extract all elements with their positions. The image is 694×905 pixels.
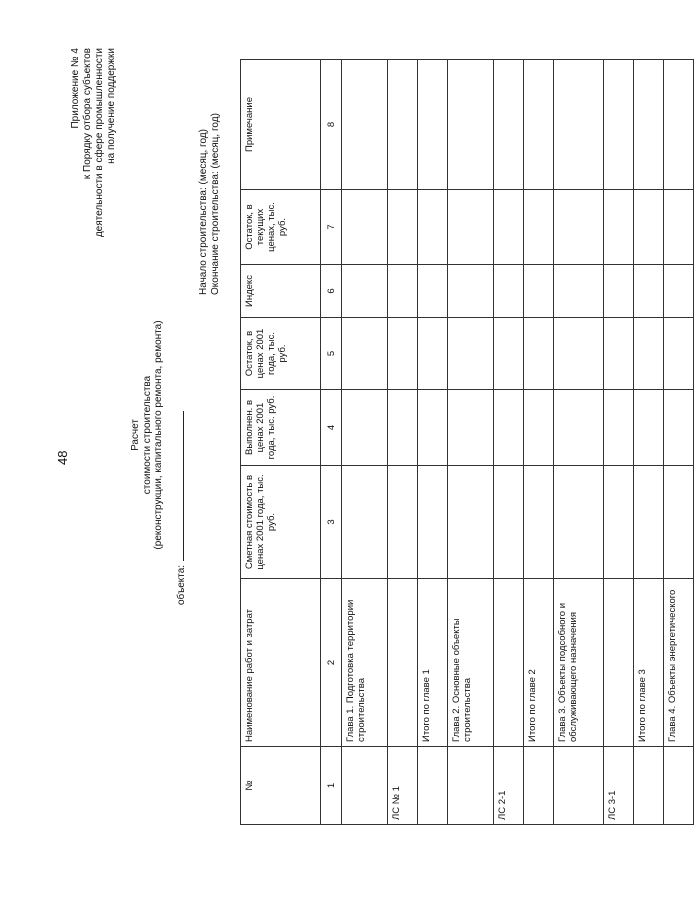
table-row bbox=[554, 60, 604, 825]
column-number: 3 bbox=[321, 466, 342, 579]
row-name bbox=[388, 579, 418, 747]
table-header-row bbox=[241, 60, 321, 825]
object-field bbox=[174, 411, 187, 605]
row-name: Глава 1. Подготовка территории строительства bbox=[342, 579, 388, 747]
row-name: Глава 4. Объекты энергетического bbox=[664, 579, 694, 747]
page-number: 48 bbox=[55, 450, 70, 465]
row-number: ЛС 2-1 bbox=[494, 747, 524, 825]
header-cell: Наименование работ и затрат bbox=[241, 579, 321, 747]
header-cell: Сметная стоимость в ценах 2001 года, тыс. руб. bbox=[241, 466, 321, 579]
calculation-title bbox=[130, 265, 165, 605]
appendix-line: деятельности в сфере промышленности bbox=[94, 48, 105, 238]
column-number: 8 bbox=[321, 60, 342, 190]
table-row bbox=[664, 60, 694, 825]
row-name: Итого по главе 2 bbox=[524, 579, 554, 747]
column-number: 1 bbox=[321, 747, 342, 825]
object-label: объекта: bbox=[176, 564, 187, 605]
header-cell: Примечание bbox=[241, 60, 321, 190]
column-number-row bbox=[321, 60, 342, 825]
row-number bbox=[418, 747, 448, 825]
table-row bbox=[418, 60, 448, 825]
row-number: ЛС 3-1 bbox=[604, 747, 634, 825]
title-line: Расчет bbox=[130, 419, 141, 451]
row-number bbox=[634, 747, 664, 825]
column-number: 2 bbox=[321, 579, 342, 747]
appendix-reference bbox=[70, 48, 118, 237]
column-number: 5 bbox=[321, 318, 342, 390]
table-row bbox=[448, 60, 494, 825]
cost-table bbox=[240, 59, 694, 825]
row-name: Глава 3. Объекты подсобного и обслуживающего назначения bbox=[554, 579, 604, 747]
table-row bbox=[524, 60, 554, 825]
title-line: (реконструкции, капитального ремонта, ремонта) bbox=[153, 320, 164, 550]
header-cell: Индекс bbox=[241, 265, 321, 318]
row-number bbox=[664, 747, 694, 825]
construction-dates bbox=[198, 113, 221, 295]
row-number: ЛС № 1 bbox=[388, 747, 418, 825]
header-cell: № bbox=[241, 747, 321, 825]
column-number: 6 bbox=[321, 265, 342, 318]
appendix-line: к Порядку отбора субъектов bbox=[82, 48, 93, 180]
row-number bbox=[524, 747, 554, 825]
header-cell: Выполнен. в ценах 2001 года, тыс. руб. bbox=[241, 390, 321, 466]
table-row bbox=[604, 60, 634, 825]
table-row bbox=[634, 60, 664, 825]
row-number bbox=[554, 747, 604, 825]
appendix-line: на получение поддержки bbox=[106, 48, 117, 164]
end-date-label: Окончание строительства: (месяц, год) bbox=[209, 113, 221, 295]
column-number: 4 bbox=[321, 390, 342, 466]
table-row bbox=[388, 60, 418, 825]
header-cell: Остаток, в ценах 2001 года, тыс. руб. bbox=[241, 318, 321, 390]
row-name: Глава 2. Основные объекты строительства bbox=[448, 579, 494, 747]
object-blank-line bbox=[174, 411, 184, 561]
row-name: Итого по главе 3 bbox=[634, 579, 664, 747]
column-number: 7 bbox=[321, 190, 342, 265]
row-name bbox=[494, 579, 524, 747]
appendix-line: Приложение № 4 bbox=[70, 48, 81, 129]
row-name: Итого по главе 1 bbox=[418, 579, 448, 747]
header-cell: Остаток, в текущих ценах, тыс. руб. bbox=[241, 190, 321, 265]
start-date-label: Начало строительства: (месяц, год) bbox=[198, 129, 209, 295]
row-number bbox=[342, 747, 388, 825]
title-line: стоимости строительства bbox=[141, 375, 153, 495]
row-name bbox=[604, 579, 634, 747]
table-row bbox=[494, 60, 524, 825]
table-row bbox=[342, 60, 388, 825]
row-number bbox=[448, 747, 494, 825]
